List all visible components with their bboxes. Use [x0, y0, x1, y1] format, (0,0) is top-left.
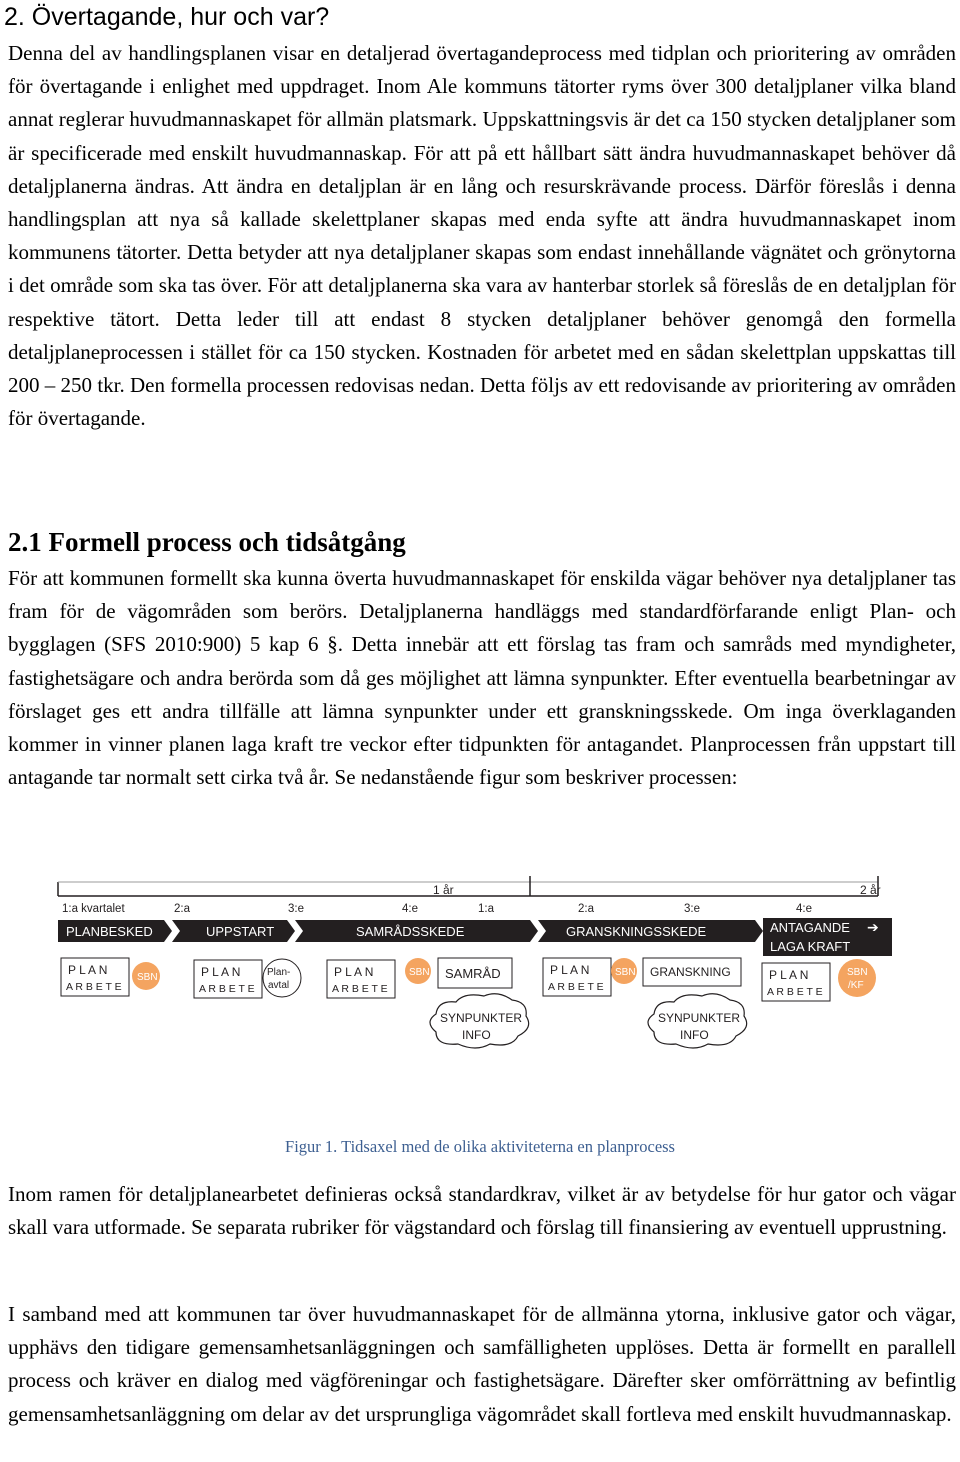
planarbete-box — [543, 958, 611, 996]
svg-text:Plan-: Plan- — [267, 967, 291, 978]
samrad-box — [438, 958, 512, 988]
svg-text:P L A N: P L A N — [769, 968, 809, 982]
planarbete-box — [194, 960, 262, 998]
phase-label-planbesked: PLANBESKED — [66, 924, 153, 939]
svg-text:P L A N: P L A N — [68, 963, 108, 977]
svg-text:SYNPUNKTER: SYNPUNKTER — [658, 1011, 741, 1025]
quarter-label: 1:a — [478, 903, 494, 915]
process-paragraph: För att kommunen formellt ska kunna överta huvudmannaskapet för enskilda vägar behöver nya detaljplaner tas fram för de vägområden som berörs. Detaljplanerna handläggs med standardförfarande enligt Plan- och bygglagen (SFS 2010:900) 5 kap 6 §. Detta innebär att ett förslag tas fram och samråds med myndigheter, fastighetsägare och andra berörda som då ges möjlighet att lämna synpunkter. Efter eventuella bearbetningar av förslaget ges ett andra tillfälle att lämna synpunkter under ett granskningsskede. Om inga överklaganden kommer in vinner planen laga kraft tre veckor efter tidpunkten för antagandet. Planprocessen från uppstart till antagande tar normalt sett cirka två år. Se nedanstående figur som beskriver processen: — [8, 566, 956, 790]
year-label-1: 1 år — [433, 883, 454, 897]
sbn-circle — [132, 962, 160, 990]
sbn-circle — [611, 958, 637, 984]
svg-text:GRANSKNING: GRANSKNING — [650, 965, 731, 979]
intro-paragraph: Denna del av handlingsplanen visar en detaljerad övertagandeprocess med tidplan och prioritering av områden för övertagande i enlighet med uppdraget. Inom Ale kommuns tätorter ryms över 300 detaljplaner vilka bland annat reglerar huvudmannaskapet för allmän platsmark. Uppskattningsvis är det ca 150 stycken detaljplaner som är specificerade med enskilt huvudmannaskap. För att på ett hållbart sätt ändra huvudmannaskapet behöver då detaljplanerna ändras. Att ändra en detaljplan är en lång och resurskrävande process. Därför föreslås i denna handlingsplan att nya så kallade skelettplaner skapas med enda syfte att ändra huvudmannaskapet inom kommunens tätorter. Detta betyder att nya detaljplaner skapas som endast innehållande vägnätet och grönytorna i det område som ska tas över. För att detaljplanerna ska vara av hanterbar storlek så föreslås de en detaljplan för respektive tätort. Detta leder till att endast 8 stycken detaljplaner behöver genomgå den formella detaljplaneprocessen i stället för ca 150 stycken. Kostnaden för arbetet med en sådan skelettplan uppskattas till 200 – 250 tkr. Den formella processen redovisas nedan. Detta följs av ett redovisande av prioritering av områden för övertagande. — [8, 41, 956, 431]
svg-text:SBN: SBN — [847, 967, 868, 978]
phase-label-uppstart: UPPSTART — [206, 924, 275, 939]
svg-text:P L A N: P L A N — [201, 965, 241, 979]
planarbete-box — [61, 958, 129, 996]
svg-text:A R B E T E: A R B E T E — [548, 981, 604, 993]
phase-label-antagande: ANTAGANDE — [770, 920, 850, 935]
samband-paragraph: I samband med att kommunen tar över huvudmannaskapet för de allmänna ytorna, inklusive gator och vägar, upphävs den tidigare gemensamhetsanläggningen och samfälligheten upplöses. Detta är formellt en parallell process och kräver en dialog med vägföreningar och fastighetsägare. Därefter sker omförrättning av befintlig gemensamhetsanläggning om delar av det ursprungliga vägområdet skall fortleva med enskilt huvudmannaskap. — [8, 1302, 956, 1426]
svg-text:SBN: SBN — [409, 967, 430, 978]
quarter-label: 4:e — [796, 903, 812, 915]
svg-text:SBN: SBN — [137, 972, 158, 983]
svg-text:A R B E T E: A R B E T E — [767, 986, 823, 998]
svg-text:SYNPUNKTER: SYNPUNKTER — [440, 1011, 523, 1025]
figure-caption: Figur 1. Tidsaxel med de olika aktiviteterna en planprocess — [285, 1137, 675, 1156]
svg-text:A R B E T E: A R B E T E — [66, 981, 122, 993]
arrow-right-icon: ➔ — [867, 919, 879, 935]
process-timeline-figure — [52, 872, 892, 1072]
svg-text:SBN: SBN — [615, 967, 636, 978]
phase-arrows — [58, 918, 892, 956]
planavtal-circle — [263, 959, 301, 997]
sbn-circle — [405, 958, 431, 984]
timeline-axis — [58, 876, 878, 896]
section-heading: 2. Övertagande, hur och var? — [4, 3, 330, 31]
quarter-label: 4:e — [402, 903, 418, 915]
svg-text:INFO: INFO — [680, 1028, 709, 1042]
svg-text:avtal: avtal — [268, 980, 290, 991]
phase-label-laga-kraft: LAGA KRAFT — [770, 939, 851, 954]
svg-text:A R B E T E: A R B E T E — [199, 983, 255, 995]
quarter-label: 2:a — [174, 903, 190, 915]
quarter-label: 3:e — [288, 903, 304, 915]
subsection-heading: 2.1 Formell process och tidsåtgång — [8, 527, 406, 557]
svg-text:P L A N: P L A N — [334, 965, 374, 979]
quarter-label: 1:a kvartalet — [62, 903, 125, 915]
sbn-kf-circle — [838, 959, 876, 997]
granskning-box — [643, 958, 741, 986]
svg-text:A R B E T E: A R B E T E — [332, 983, 388, 995]
svg-text:INFO: INFO — [462, 1028, 491, 1042]
svg-text:/KF: /KF — [848, 980, 864, 991]
standard-paragraph: Inom ramen för detaljplanearbetet definieras också standardkrav, vilket är av betydelse för hur gator och vägar skall vara utformade. Se separata rubriker för vägstandard och förslag till finansiering av eventuell upprustning. — [8, 1182, 956, 1240]
synpunkter-info-bubble — [430, 994, 529, 1048]
quarter-label: 3:e — [684, 903, 700, 915]
planarbete-box — [327, 960, 395, 998]
phase-label-granskningsskede: GRANSKNINGSSKEDE — [566, 924, 707, 939]
svg-text:P L A N: P L A N — [550, 963, 590, 977]
synpunkter-info-bubble — [648, 994, 747, 1048]
svg-text:SAMRÅD: SAMRÅD — [445, 966, 501, 981]
quarter-label: 2:a — [578, 903, 594, 915]
year-label-2: 2 år — [860, 883, 881, 897]
planarbete-box — [762, 963, 830, 1001]
phase-label-samradsskede: SAMRÅDSSKEDE — [356, 924, 465, 939]
